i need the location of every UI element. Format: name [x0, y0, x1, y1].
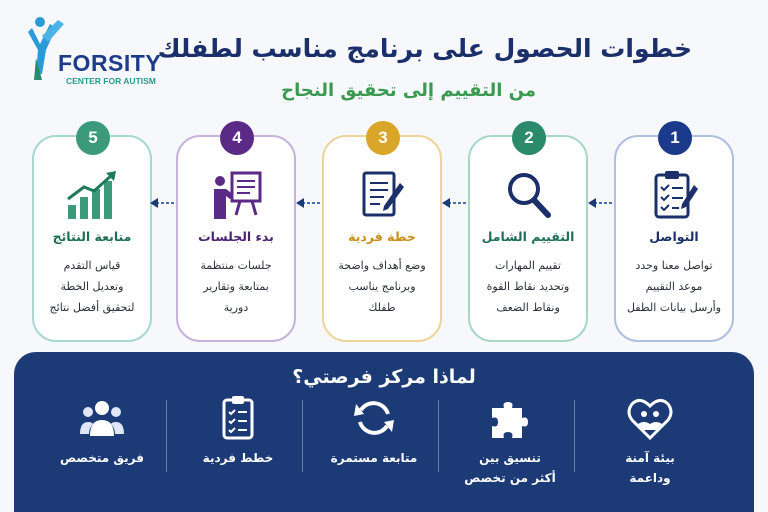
step-title: متابعة النتائج: [52, 229, 132, 244]
step-title: التواصل: [649, 229, 699, 244]
divider: [302, 400, 303, 472]
logo-tagline: CENTER FOR AUTISM: [66, 76, 156, 86]
feature-label-line: تنسيق بين: [479, 451, 541, 465]
step-desc-line: وتحديد نقاط القوة: [486, 280, 570, 293]
step-number-badge: 3: [366, 121, 400, 155]
feature-item: [178, 392, 298, 502]
step-description: [620, 255, 728, 318]
logo-wordmark: FORSITY: [58, 50, 162, 76]
clipboard-icon: [214, 394, 262, 442]
step-desc-line: تقييم المهارات: [495, 259, 561, 272]
feature-item: [590, 392, 710, 502]
step-desc-line: وضع أهداف واضحة: [338, 259, 426, 272]
step-card-2: [468, 128, 588, 342]
step-card-3: [322, 128, 442, 342]
step-desc-line: جلسات منتظمة: [200, 259, 272, 272]
divider: [166, 400, 167, 472]
step-number-badge: 2: [512, 121, 546, 155]
step-description: [182, 255, 290, 318]
step-desc-line: قياس التقدم: [63, 259, 121, 272]
document-pen-icon: [354, 169, 410, 221]
refresh-icon: [350, 394, 398, 442]
arrow-left-icon: [150, 197, 176, 209]
step-desc-line: تواصل معنا وحدد: [635, 259, 713, 272]
page-title: خطوات الحصول على برنامج مناسب لطفلك: [157, 34, 692, 63]
feature-label-line: فريق متخصص: [60, 451, 144, 465]
feature-label-line: متابعة مستمرة: [330, 451, 418, 465]
feature-label-line: أكثر من تخصص: [464, 471, 556, 485]
feature-label: [590, 448, 710, 488]
step-desc-line: وتعديل الخطة: [60, 280, 124, 293]
step-description: [38, 255, 146, 318]
feature-item: [42, 392, 162, 502]
forsity-logo: [28, 14, 168, 86]
why-us-panel: [14, 352, 754, 512]
feature-label-line: بيئة آمنة: [625, 451, 675, 465]
step-desc-line: ونقاط الضعف: [496, 301, 560, 314]
feature-label-line: وداعمة: [629, 471, 671, 485]
step-desc-line: دورية: [223, 301, 249, 314]
step-desc-line: وأرسل بيانات الطفل: [626, 301, 722, 314]
step-card-1: [614, 128, 734, 342]
growth-chart-icon: [64, 169, 120, 221]
step-title: خطة فردية: [348, 229, 416, 244]
arrow-left-icon: [296, 197, 322, 209]
feature-label: [42, 448, 162, 468]
step-desc-line: بمتابعة وتقارير: [203, 280, 269, 293]
divider: [438, 400, 439, 472]
clipboard-checklist-icon: [646, 169, 702, 221]
feature-label-line: خطط فردية: [202, 451, 274, 465]
step-card-4: [176, 128, 296, 342]
heart-hands-icon: [626, 394, 674, 442]
magnifier-icon: [500, 169, 556, 221]
step-card-5: [32, 128, 152, 342]
step-number-badge: 4: [220, 121, 254, 155]
step-title: التقييم الشامل: [481, 229, 575, 244]
why-us-title: لماذا مركز فرصتي؟: [292, 366, 476, 388]
step-desc-line: وبرنامج يناسب: [348, 280, 416, 293]
feature-item: [314, 392, 434, 502]
step-number-badge: 5: [76, 121, 110, 155]
divider: [574, 400, 575, 472]
puzzle-icon: [486, 394, 534, 442]
step-desc-line: موعد التقييم: [645, 280, 703, 293]
feature-label: [178, 448, 298, 468]
presentation-board-icon: [208, 169, 264, 221]
step-desc-line: لتحقيق أفضل نتائج: [49, 301, 135, 314]
step-description: [328, 255, 436, 318]
step-description: [474, 255, 582, 318]
page-subtitle: من التقييم إلى تحقيق النجاح: [281, 80, 536, 101]
arrow-left-icon: [442, 197, 468, 209]
team-icon: [78, 394, 126, 442]
step-desc-line: طفلك: [368, 301, 396, 314]
step-title: بدء الجلسات: [198, 229, 274, 244]
arrow-left-icon: [588, 197, 614, 209]
step-number-badge: 1: [658, 121, 692, 155]
feature-item: [450, 392, 570, 502]
feature-label: [450, 448, 570, 488]
feature-label: [314, 448, 434, 468]
